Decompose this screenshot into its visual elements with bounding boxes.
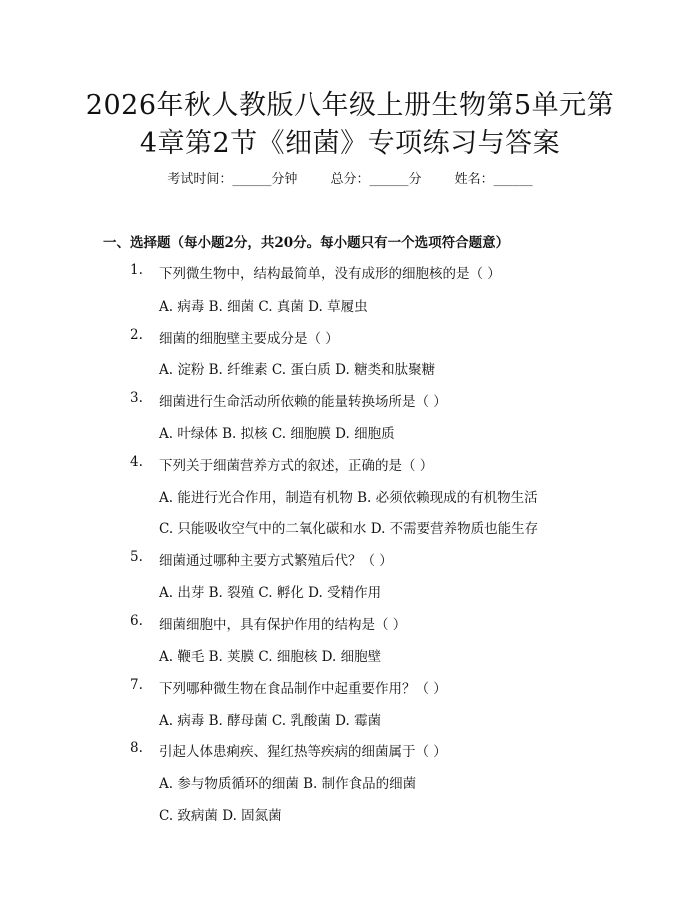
- question-number: 1.: [130, 262, 143, 278]
- question-text: 细菌的细胞壁主要成分是（ ）: [159, 331, 339, 347]
- question-number: 5.: [130, 549, 143, 565]
- question-text: 下列关于细菌营养方式的叙述，正确的是（ ）: [159, 458, 434, 474]
- question-options: A. 能进行光合作用，制造有机物 B. 必须依赖现成的有机物生活: [159, 490, 538, 506]
- question-options: A. 叶绿体 B. 拟核 C. 细胞膜 D. 细胞质: [159, 426, 395, 442]
- question-options: A. 病毒 B. 酵母菌 C. 乳酸菌 D. 霉菌: [159, 713, 382, 729]
- exam-meta: [0, 168, 700, 187]
- question-number: 2.: [130, 327, 143, 343]
- question-number: 7.: [130, 677, 143, 693]
- question-options: A. 病毒 B. 细菌 C. 真菌 D. 草履虫: [159, 299, 368, 315]
- question-number: 6.: [130, 613, 143, 629]
- question-options: C. 致病菌 D. 固氮菌: [159, 808, 282, 824]
- question-options: A. 淀粉 B. 纤维素 C. 蛋白质 D. 糖类和肽聚糖: [159, 362, 436, 378]
- question-options: A. 鞭毛 B. 荚膜 C. 细胞核 D. 细胞壁: [159, 649, 382, 665]
- question-text: 细菌细胞中，具有保护作用的结构是（ ）: [159, 617, 407, 633]
- document-title-line-2: 4章第2节《细菌》专项练习与答案: [139, 128, 561, 159]
- question-text: 下列微生物中，结构最简单，没有成形的细胞核的是（ ）: [159, 266, 501, 282]
- question-options: A. 出芽 B. 裂殖 C. 孵化 D. 受精作用: [159, 585, 382, 601]
- question-number: 3.: [130, 390, 143, 406]
- question-text: 细菌进行生命活动所依赖的能量转换场所是（ ）: [159, 394, 447, 410]
- question-text: 下列哪种微生物在食品制作中起重要作用？（ ）: [159, 681, 447, 697]
- question-options: A. 参与物质循环的细菌 B. 制作食品的细菌: [159, 776, 417, 792]
- question-number: 8.: [130, 740, 143, 756]
- document-title-line-1: 2026年秋人教版八年级上册生物第5单元第: [85, 90, 615, 121]
- exam-time: 考试时间：______分钟: [167, 172, 298, 187]
- exam-total-score: 总分：______分: [330, 172, 422, 187]
- section-title: 一、选择题（每小题2分，共20分。每小题只有一个选项符合题意）: [103, 235, 510, 251]
- question-options: C. 只能吸收空气中的二氧化碳和水 D. 不需要营养物质也能生存: [159, 521, 539, 537]
- question-text: 细菌通过哪种主要方式繁殖后代？（ ）: [159, 553, 393, 569]
- exam-name: 姓名：______: [454, 172, 533, 187]
- question-number: 4.: [130, 454, 143, 470]
- question-text: 引起人体患痢疾、猩红热等疾病的细菌属于（ ）: [159, 744, 447, 760]
